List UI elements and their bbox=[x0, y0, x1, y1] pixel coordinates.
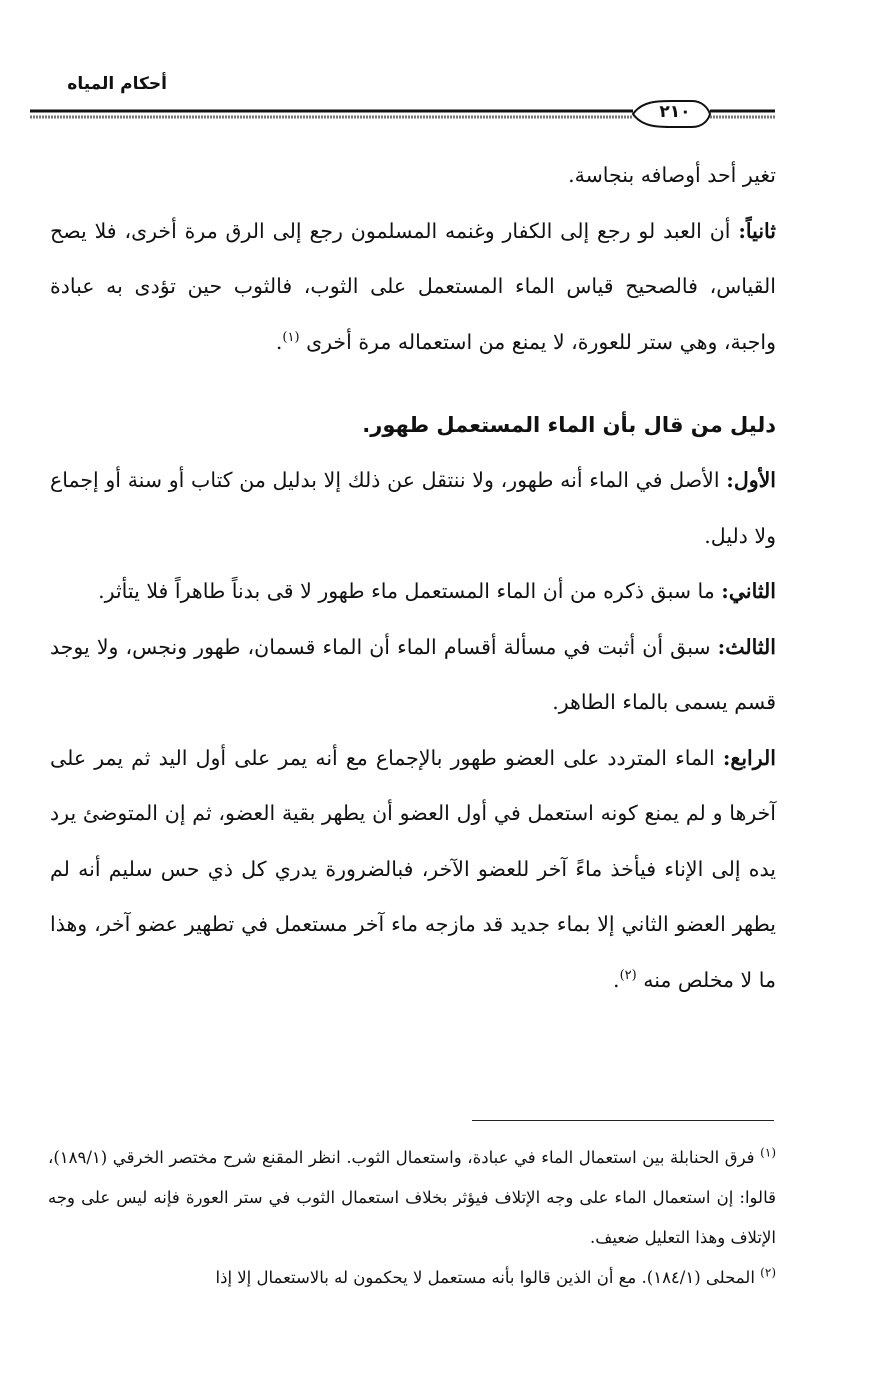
paragraph-text: الأصل في الماء أنه طهور، ولا ننتقل عن ذلك إلا بدليل من كتاب أو سنة أو إجماع ولا دليل. bbox=[50, 468, 776, 548]
footnote-text: المحلى (١٨٤/١). مع أن الذين قالوا بأنه مستعمل لا يحكمون له بالاستعمال إلا إذا bbox=[215, 1268, 761, 1287]
footnotes bbox=[48, 1138, 776, 1298]
paragraph-lead: ثانياً: bbox=[738, 218, 776, 243]
paragraph-continuation: تغير أحد أوصافه بنجاسة. bbox=[568, 163, 776, 187]
running-title: أحكام المياه bbox=[67, 74, 167, 94]
footnote-divider bbox=[472, 1120, 774, 1121]
paragraph-third-evidence bbox=[50, 620, 776, 731]
body-text bbox=[50, 148, 776, 1008]
paragraph-lead: الثالث: bbox=[717, 634, 776, 659]
footnote-2 bbox=[48, 1258, 776, 1298]
paragraph-lead: الرابع: bbox=[722, 745, 776, 770]
footnote-text: فرق الحنابلة بين استعمال الماء في عبادة، واستعمال الثوب. انظر المقنع شرح مختصر الخرقي (١٨٩/١)، قالوا: إن استعمال الماء على وجه الإتلاف فيؤثر بخلاف استعمال الثوب في ستر العورة فإنه ليس على وجه الإتلاف وهذا التعليل ضعيف. bbox=[48, 1148, 776, 1247]
footnote-ref: (٢) bbox=[619, 967, 637, 983]
footnote-ref: (١) bbox=[282, 329, 300, 345]
footnote-1 bbox=[48, 1138, 776, 1258]
paragraph-text: الماء المتردد على العضو طهور بالإجماع مع أنه يمر على أول اليد ثم يمر على آخرها و لم يمنع كونه استعمل في أول العضو أن يطهر بقية العضو، ثم إن المتوضئ يرد يده إلى الإناء فيأخذ ماءً آخر للعضو الآخر، فبالضرورة يدري كل ذي حس سليم أنه لم يطهر العضو الثاني إلا بماء جديد قد مازجه ماء آخر مستعمل في تطهير عضو آخر، وهذا ما لا مخلص منه bbox=[50, 745, 776, 992]
paragraph-text: سبق أن أثبت في مسألة أقسام الماء أن الماء قسمان، طهور ونجس، ولا يوجد قسم يسمى بالماء الطاهر. bbox=[50, 634, 776, 714]
paragraph-end: . bbox=[613, 967, 620, 992]
section-spacer bbox=[50, 370, 776, 398]
page-number: ٢١٠ bbox=[659, 102, 691, 122]
paragraph-text: ما سبق ذكره من أن الماء المستعمل ماء طهور لا قى بدناً طاهراً فلا يتأثر. bbox=[98, 579, 722, 603]
paragraph-lead: الأول: bbox=[726, 468, 776, 492]
footnote-number: (١) bbox=[760, 1145, 776, 1160]
footnote-number: (٢) bbox=[760, 1265, 776, 1280]
paragraph-second-evidence bbox=[50, 564, 776, 620]
section-heading: دليل من قال بأن الماء المستعمل طهور. bbox=[362, 413, 776, 437]
paragraph-lead: الثاني: bbox=[721, 579, 776, 603]
paragraph-end: . bbox=[275, 329, 283, 354]
paragraph-second-answer bbox=[50, 204, 776, 371]
paragraph-first-evidence bbox=[50, 453, 776, 564]
paragraph-fourth-evidence bbox=[50, 731, 776, 1009]
paragraph-text: أن العبد لو رجع إلى الكفار وغنمه المسلمون رجع إلى الرق مرة أخرى، فلا يصح القياس، فالصحيح قياس الماء المستعمل على الثوب، فالثوب حين تؤدى به عبادة واجبة، وهي ستر للعورة، لا يمنع من استعماله مرة أخرى bbox=[50, 218, 776, 354]
